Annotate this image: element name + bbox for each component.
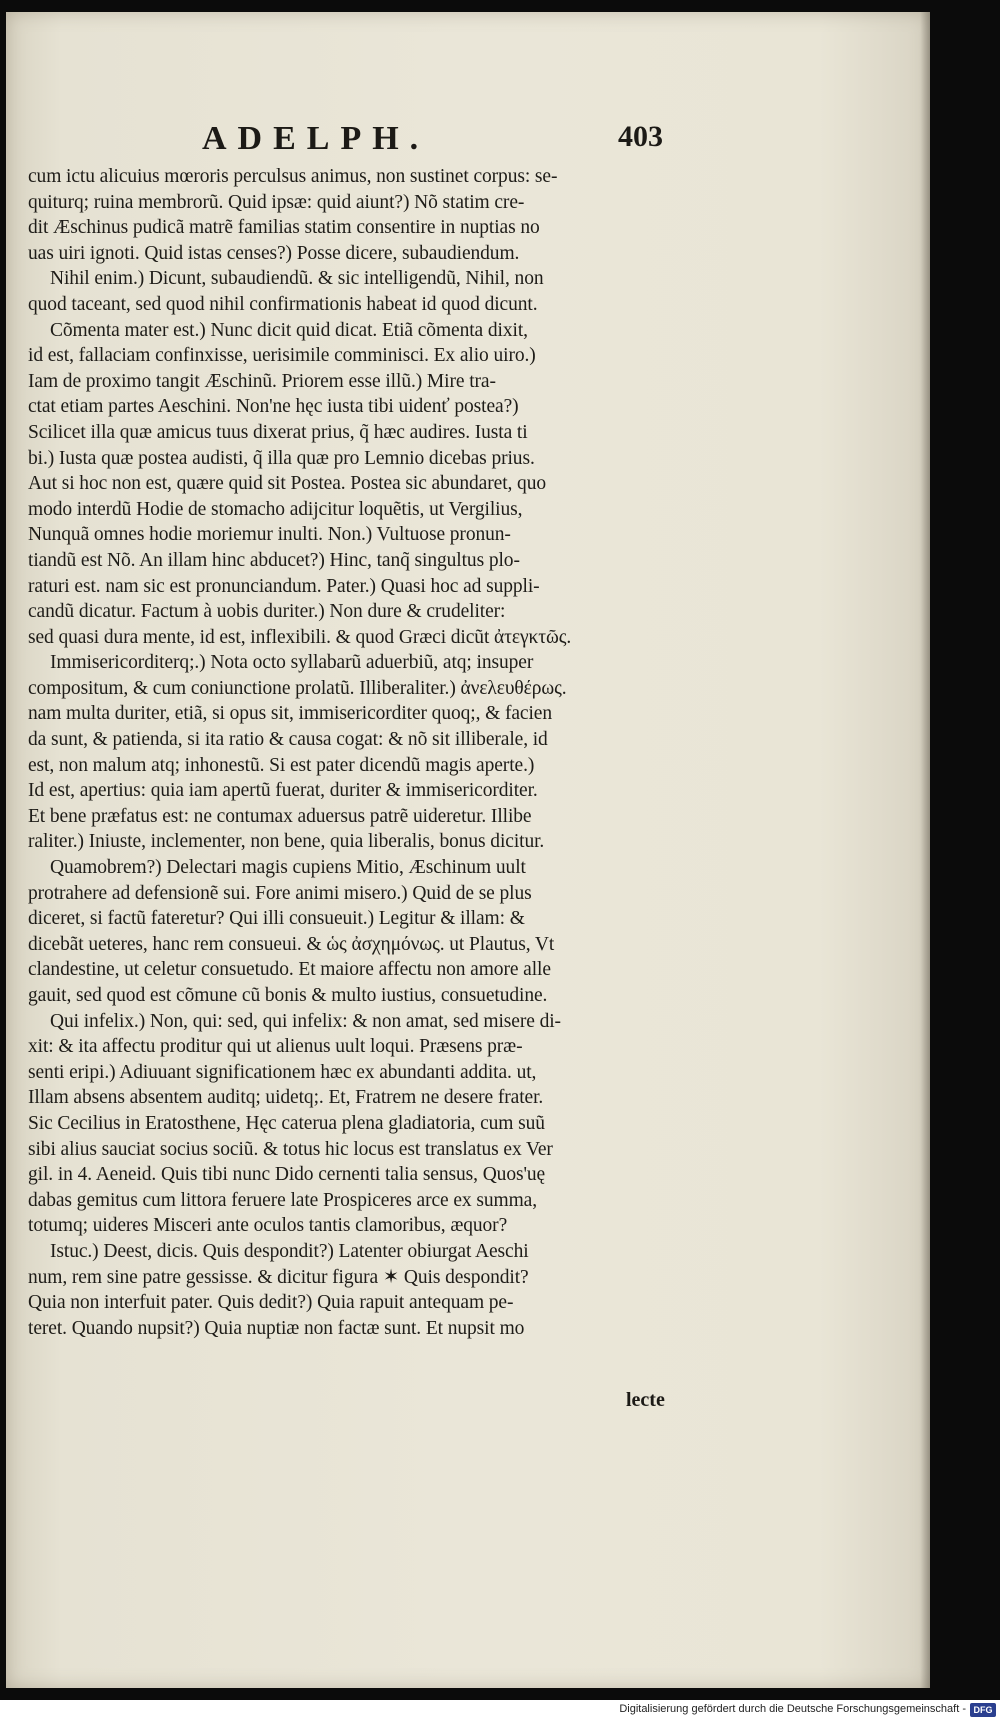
text-line: senti eripi.) Adiuuant significationem hæc ex abundanti addita. ut, — [28, 1061, 537, 1083]
text-line: raliter.) Iniuste, inclementer, non bene, quia liberalis, bonus dicitur. — [28, 831, 545, 853]
text-line: bi.) Iusta quæ postea audisti, q̃ illa quæ pro Lemnio dicebas prius. — [28, 447, 535, 469]
text-line: Quamobrem?) Delectari magis cupiens Mitio, Æschinum uult — [50, 857, 526, 879]
text-line: Illam absens absentem auditq; uidetq;. Et, Fratrem ne desere frater. — [28, 1087, 544, 1109]
text-line: Sic Cecilius in Eratosthene, Hęc caterua plena gladiatoria, cum suũ — [28, 1112, 545, 1134]
text-line: totumq; uideres Misceri ante oculos tantis clamoribus, æquor? — [28, 1215, 508, 1237]
text-line: gil. in 4. Aeneid. Quis tibi nunc Dido cernenti talia sensus, Quos'uę — [28, 1164, 546, 1186]
text-line: diceret, si factũ fateretur? Qui illi consueuit.) Legitur & illam: & — [28, 908, 525, 930]
commentary-text-block — [28, 164, 688, 1341]
text-line: Quia non interfuit pater. Quis dedit?) Quia rapuit antequam pe- — [28, 1292, 514, 1314]
text-line: clandestine, ut celetur consuetudo. Et maiore affectu non amore alle — [28, 959, 551, 981]
text-line: sibi alius sauciat socius sociũ. & totus hic locus est translatus ex Ver — [28, 1138, 553, 1160]
text-line: xit: & ita affectu proditur qui ut alienus uult loqui. Præsens præ- — [28, 1036, 523, 1058]
text-line: Id est, apertius: quia iam apertũ fuerat, duriter & immisericorditer. — [28, 780, 538, 802]
page-edge-shadow — [920, 12, 930, 1688]
text-line: est, non malum atq; inhonestũ. Si est pater dicendũ magis aperte.) — [28, 754, 535, 776]
text-line: Nunquã omnes hodie moriemur inulti. Non.) Vultuose pronun- — [28, 524, 511, 546]
text-line: candũ dicatur. Factum à uobis duriter.) Non dure & crudeliter: — [28, 601, 506, 623]
text-line: Iam de proximo tangit Æschinũ. Priorem esse illũ.) Mire tra- — [28, 370, 496, 392]
text-line: Istuc.) Deest, dicis. Quis despondit?) Latenter obiurgat Aeschi — [50, 1240, 529, 1262]
text-line: cum ictu alicuius mœroris perculsus animus, non sustinet corpus: se- — [28, 166, 558, 187]
text-line: Et bene præfatus est: ne contumax aduersus patrẽ uideretur. Illibe — [28, 805, 532, 827]
text-line: da sunt, & patienda, si ita ratio & causa cogat: & nõ sit illiberale, id — [28, 729, 548, 751]
text-line: quiturq; ruina membrorũ. Quid ipsæ: quid aiunt?) Nõ statim cre- — [28, 191, 525, 213]
text-line: ctat etiam partes Aeschini. Non'ne hęc iusta tibi uidenť postea?) — [28, 396, 519, 418]
text-line: Scilicet illa quæ amicus tuus dixerat prius, q̃ hæc audires. Iusta ti — [28, 421, 528, 443]
digitization-footer — [0, 1700, 1000, 1721]
text-line: gauit, sed quod est cõmune cũ bonis & multo iustius, consuetudine. — [28, 985, 548, 1006]
text-line: dit Æschinus pudicã matrẽ familias statim consentire in nuptias no — [28, 217, 540, 239]
text-line: raturi est. nam sic est pronunciandum. Pater.) Quasi hoc ad suppli- — [28, 575, 540, 597]
text-line: protrahere ad defensionẽ sui. Fore animi misero.) Quid de se plus — [28, 882, 532, 904]
text-line: dicebãt ueteres, hanc rem consueui. & ὡς ἀσχημόνως. ut Plautus, Vt — [28, 933, 555, 955]
text-line: Nihil enim.) Dicunt, subaudiendũ. & sic intelligendũ, Nihil, non — [50, 268, 544, 290]
text-line: id est, fallaciam confinxisse, uerisimile comminisci. Ex alio uiro.) — [28, 345, 536, 367]
text-line: compositum, & cum coniunctione prolatũ. Illiberaliter.) ἀνελευθέρως. — [28, 677, 567, 699]
funding-credit: Digitalisierung gefördert durch die Deutsche Forschungsgemeinschaft - — [619, 1703, 966, 1715]
text-line: Aut si hoc non est, quære quid sit Postea. Postea sic abundaret, quo — [28, 473, 547, 495]
text-line: dabas gemitus cum littora feruere late Prospiceres arce ex summa, — [28, 1189, 537, 1211]
text-line: Cõmenta mater est.) Nunc dicit quid dicat. Etiã cõmenta dixit, — [50, 319, 528, 341]
catchword: lecte — [626, 1389, 665, 1411]
text-line: teret. Quando nupsit?) Quia nuptiæ non factæ sunt. Et nupsit mo — [28, 1317, 525, 1339]
text-line: tiandũ est Nõ. An illam hinc abducet?) Hinc, tanq̃ singultus plo- — [28, 549, 520, 571]
text-line: sed quasi dura mente, id est, inflexibili. & quod Græci dicũt ἀτεγκτῶς. — [28, 626, 572, 648]
running-title: ADELPH. — [202, 120, 430, 157]
text-line: nam multa duriter, etiã, si opus sit, immisericorditer quoq;, & facien — [28, 703, 553, 725]
text-line: quod taceant, sed quod nihil confirmationis habeat id quod dicunt. — [28, 293, 538, 315]
page-number: 403 — [618, 120, 663, 153]
text-line: Immisericorditerq;.) Nota octo syllabarũ aduerbiũ, atq; insuper — [50, 652, 534, 674]
text-line: Qui infelix.) Non, qui: sed, qui infelix: & non amat, sed misere di- — [50, 1010, 561, 1032]
text-line: uas uiri ignoti. Quid istas censes?) Posse dicere, subaudiendum. — [28, 242, 520, 264]
running-head — [6, 120, 930, 164]
dfg-logo-icon: DFG — [970, 1703, 996, 1717]
text-line: modo interdũ Hodie de stomacho adijcitur loquẽtis, ut Vergilius, — [28, 498, 523, 520]
book-page — [6, 12, 930, 1688]
text-line: num, rem sine patre gessisse. & dicitur figura ✶ Quis despondit? — [28, 1266, 529, 1288]
